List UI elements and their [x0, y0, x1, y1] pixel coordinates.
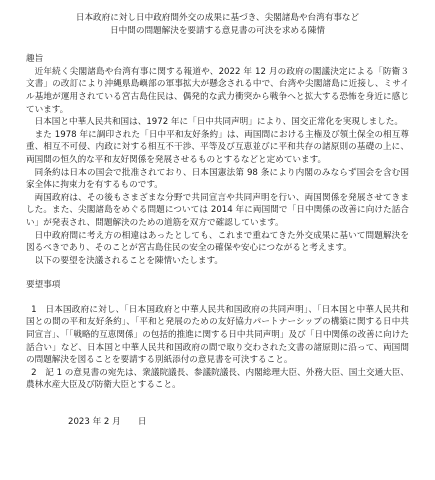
purpose-paragraph-3: また 1978 年に調印された「日中平和友好条約」は、両国間における主権及び領土保全の相互尊重、相互不可侵、内政に対する相互不干渉、平等及び互恵並びに平和共存の諸原則の基礎の上に、両国間の恒久的な平和友好関係を発展させるものとするなどと定めています。 — [26, 129, 409, 165]
section-spacer — [26, 267, 409, 279]
purpose-paragraph-2: 日本国と中華人民共和国は、1972 年に「日中共同声明」により、国交正常化を実現しました。 — [34, 117, 403, 128]
date-text: 2023 年 2 月 日 — [68, 417, 147, 428]
purpose-paragraph-5: 両国政府は、その後もさまざまな分野で共同宣言や共同声明を行い、両国関係を発展させてきました。また、尖閣諸島をめぐる問題については 2014 年に両国間で「日中関係の改善に向けた話合い」が発表され、問題解決のための道筋を双方で確認しています。 — [26, 192, 409, 228]
title-line-1: 日本政府に対し日中政府間外交の成果に基づき、尖閣諸島や台湾有事など — [75, 13, 360, 23]
document-title — [26, 12, 409, 37]
request-item-2: 2 記 1 の意見書の宛先は、衆議院議長、参議院議長、内閣総理大臣、外務大臣、国土交通大臣、農林水産大臣及び防衛大臣とすること。 — [26, 367, 409, 391]
purpose-paragraph-7: 以下の要望を決議されることを陳情いたします。 — [34, 255, 223, 266]
purpose-paragraph-1: 近年続く尖閣諸島や台湾有事に関する報道や、2022 年 12 月の政府の閣議決定による「防衛３文書」の改訂により沖縄県島嶼部の軍事拡大が懸念される中で、台湾や尖閣諸島に近接し、ミサイル基地が運用されている宮古島住民は、偶発的な武力衝突から戦争へと拡大する恐怖を身近に感じています。 — [26, 66, 409, 115]
purpose-paragraph-4: 同条約は日本の国会で批准されており、日本国憲法第 98 条により内閣のみならず国会を含む国家全体に拘束力を有するものです。 — [26, 167, 409, 191]
purpose-heading: 趣旨 — [26, 54, 44, 65]
purpose-paragraph-6: 日中政府間に考え方の相違はあったとしても、これまで重ねてきた外交成果に基いて問題解決を図るべきであり、そのことが宮古島住民の安全の確保や安心につながると考えます。 — [26, 230, 409, 254]
title-line-2: 日中間の問題解決を要請する意見書の可決を求める陳情 — [110, 25, 325, 36]
section-spacer-2 — [26, 292, 409, 304]
document-date — [26, 416, 409, 429]
request-item-1: 1 日本国政府に対し、「日本国政府と中華人民共和国政府の共同声明」、「日本国と中華人民共和国との間の平和友好条約」、「平和と発展のための友好協力パートナーシップの構築に関する日中共同宣言」、「「戦略的互恵関係」の包括的推進に関する日中共同声明」及び「日中関係の改善に向けた話合い」など、日本国と中華人民共和国政府の間で取り交わされた文書の諸原則に沿って、両国間の問題解決を図ることを要請する別紙添付の意見書を可決すること。 — [26, 304, 409, 366]
requests-heading: 要望事項 — [26, 280, 61, 291]
